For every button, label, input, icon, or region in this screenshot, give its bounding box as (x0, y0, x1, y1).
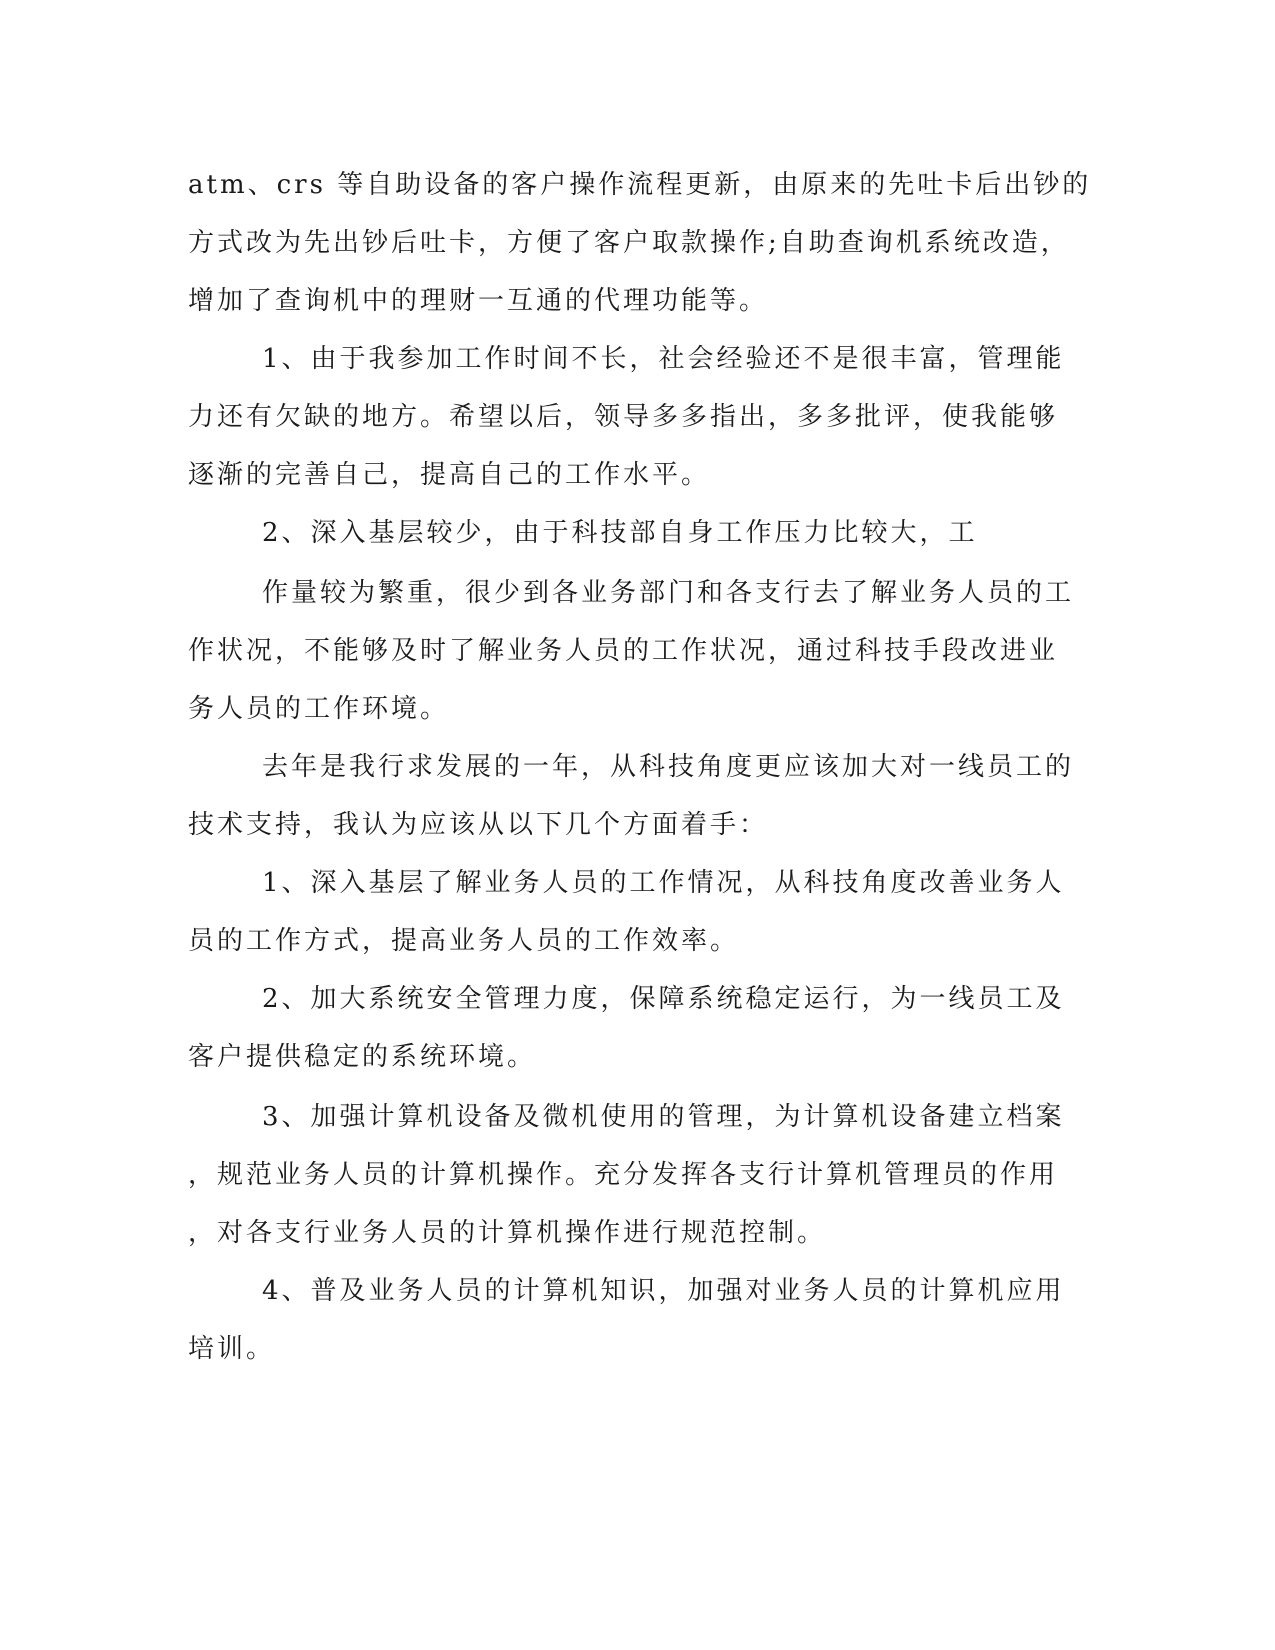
text-line: 力还有欠缺的地方。希望以后，领导多多指出，多多批评，使我能够 (188, 402, 1059, 432)
text-line: 作量较为繁重，很少到各业务部门和各支行去了解业务人员的工 (262, 578, 1075, 608)
text-line: 培训。 (188, 1334, 276, 1364)
text-line: 客户提供稳定的系统环境。 (188, 1042, 537, 1072)
text-line: 2、深入基层较少，由于科技部自身工作压力比较大，工 (262, 518, 978, 548)
text-line: 1、由于我参加工作时间不长，社会经验还不是很丰富，管理能 (262, 344, 1065, 374)
text-line: 去年是我行求发展的一年，从科技角度更应该加大对一线员工的 (262, 752, 1075, 782)
text-line: 3、加强计算机设备及微机使用的管理，为计算机设备建立档案 (262, 1102, 1065, 1132)
text-line: ，规范业务人员的计算机操作。充分发挥各支行计算机管理员的作用 (188, 1160, 1059, 1190)
text-line: 1、深入基层了解业务人员的工作情况，从科技角度改善业务人 (262, 868, 1065, 898)
text-line: ，对各支行业务人员的计算机操作进行规范控制。 (188, 1218, 827, 1248)
text-line: 作状况，不能够及时了解业务人员的工作状况，通过科技手段改进业 (188, 636, 1059, 666)
text-line: 逐渐的完善自己，提高自己的工作水平。 (188, 460, 711, 490)
text-line: atm、crs 等自助设备的客户操作流程更新，由原来的先吐卡后出钞的 (188, 170, 1092, 200)
text-line: 增加了查询机中的理财一互通的代理功能等。 (188, 286, 769, 316)
text-line: 4、普及业务人员的计算机知识，加强对业务人员的计算机应用 (262, 1276, 1065, 1306)
text-line: 技术支持，我认为应该从以下几个方面着手： (188, 810, 769, 840)
text-line: 务人员的工作环境。 (188, 694, 450, 724)
text-line: 方式改为先出钞后吐卡，方便了客户取款操作;自助查询机系统改造， (188, 228, 1070, 258)
text-line: 2、加大系统安全管理力度，保障系统稳定运行，为一线员工及 (262, 984, 1065, 1014)
text-line: 员的工作方式，提高业务人员的工作效率。 (188, 926, 740, 956)
